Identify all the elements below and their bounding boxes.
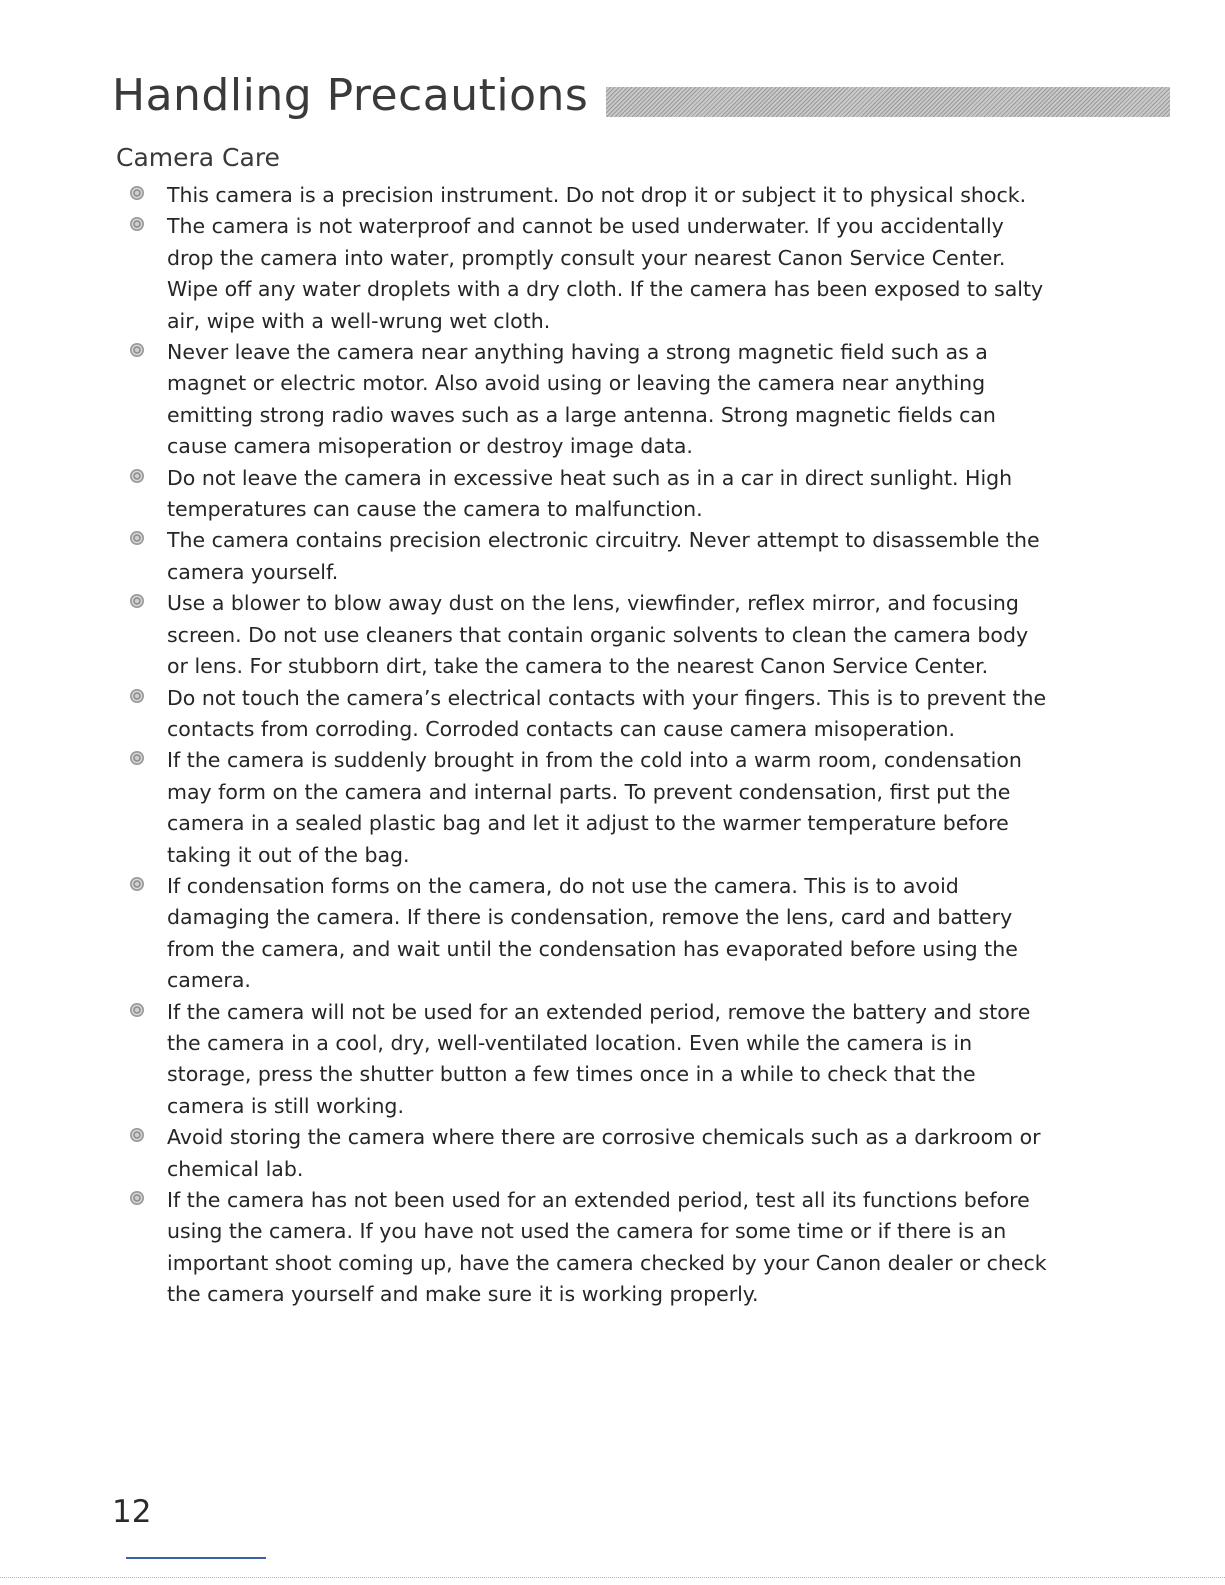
page-number: 12 xyxy=(112,1494,152,1530)
page-header xyxy=(112,70,1062,140)
list-item-text: Avoid storing the camera where there are corrosive chemicals such as a darkroom or chemical lab. xyxy=(167,1125,1041,1181)
list-item xyxy=(130,588,1050,682)
sun-bullet-icon xyxy=(130,689,144,703)
list-item-text: The camera contains precision electronic circuitry. Never attempt to disassemble the camera yourself. xyxy=(167,528,1040,584)
list-item-text: The camera is not waterproof and cannot be used underwater. If you accidentally drop the camera into water, promptly consult your nearest Canon Service Center. Wipe off any water droplets with a dry cloth. If the camera has been exposed to salty air, wipe with a well-wrung wet cloth. xyxy=(167,214,1044,333)
list-item-text: If condensation forms on the camera, do not use the camera. This is to avoid damaging the camera. If there is condensation, remove the lens, card and battery from the camera, and wait until the condensation has evaporated before using the camera. xyxy=(167,873,1018,993)
sun-bullet-icon xyxy=(130,1191,144,1205)
sun-bullet-icon xyxy=(130,531,144,545)
list-item xyxy=(130,211,1050,337)
list-item-text: This camera is a precision instrument. Do not drop it or subject it to physical shock. xyxy=(167,183,1027,207)
list-item xyxy=(130,337,1050,463)
sun-bullet-icon xyxy=(130,469,144,483)
list-item xyxy=(130,180,1050,211)
sun-bullet-icon xyxy=(130,1128,144,1142)
list-item xyxy=(130,463,1050,526)
list-item xyxy=(130,871,1050,997)
list-item-text: Do not leave the camera in excessive heat such as in a car in direct sunlight. High temperatures can cause the camera to malfunction. xyxy=(167,465,1013,522)
sun-bullet-icon xyxy=(130,751,144,765)
sun-bullet-icon xyxy=(130,186,144,200)
sun-bullet-icon xyxy=(130,1003,144,1017)
section-title: Camera Care xyxy=(116,143,280,172)
page-title: Handling Precautions xyxy=(112,70,589,121)
list-item-text: Use a blower to blow away dust on the lens, viewfinder, reflex mirror, and focusing screen. Do not use cleaners that contain organic solvents to clean the camera body or lens. For stubborn dirt, take the camera to the nearest Canon Service Center. xyxy=(167,591,1029,679)
footer-accent-line xyxy=(126,1557,266,1559)
sun-bullet-icon xyxy=(130,343,144,357)
list-item-text: If the camera has not been used for an extended period, test all its functions before using the camera. If you have not used the camera for some time or if there is an important shoot coming up, have the camera checked by your Canon dealer or check the camera yourself and make sure it is working properly. xyxy=(167,1188,1047,1307)
list-item-text: If the camera is suddenly brought in from the cold into a warm room, condensation may form on the camera and internal parts. To prevent condensation, first put the camera in a sealed plastic bag and let it adjust to the warmer temperature before taking it out of the bag. xyxy=(167,748,1022,867)
list-item xyxy=(130,525,1050,588)
title-decoration-bar xyxy=(606,87,1170,117)
list-item xyxy=(130,997,1050,1123)
list-item xyxy=(130,1185,1050,1311)
list-item-text: Never leave the camera near anything having a strong magnetic field such as a magnet or electric motor. Also avoid using or leaving the camera near anything emitting strong radio waves such as a large antenna. Strong magnetic fields can cause camera misoperation or destroy image data. xyxy=(167,340,996,459)
list-item xyxy=(130,683,1050,746)
list-item xyxy=(130,745,1050,871)
precautions-list xyxy=(130,180,1050,1311)
list-item-text: If the camera will not be used for an extended period, remove the battery and store the camera in a cool, dry, well-ventilated location. Even while the camera is in storage, press the shutter button a few times once in a while to check that the camera is still working. xyxy=(167,999,1031,1118)
footer-rule xyxy=(0,1577,1225,1578)
sun-bullet-icon xyxy=(130,594,144,608)
list-item-text: Do not touch the camera’s electrical contacts with your fingers. This is to prevent the contacts from corroding. Corroded contacts can cause camera misoperation. xyxy=(167,685,1047,741)
sun-bullet-icon xyxy=(130,877,144,891)
list-item xyxy=(130,1122,1050,1185)
sun-bullet-icon xyxy=(130,217,144,231)
